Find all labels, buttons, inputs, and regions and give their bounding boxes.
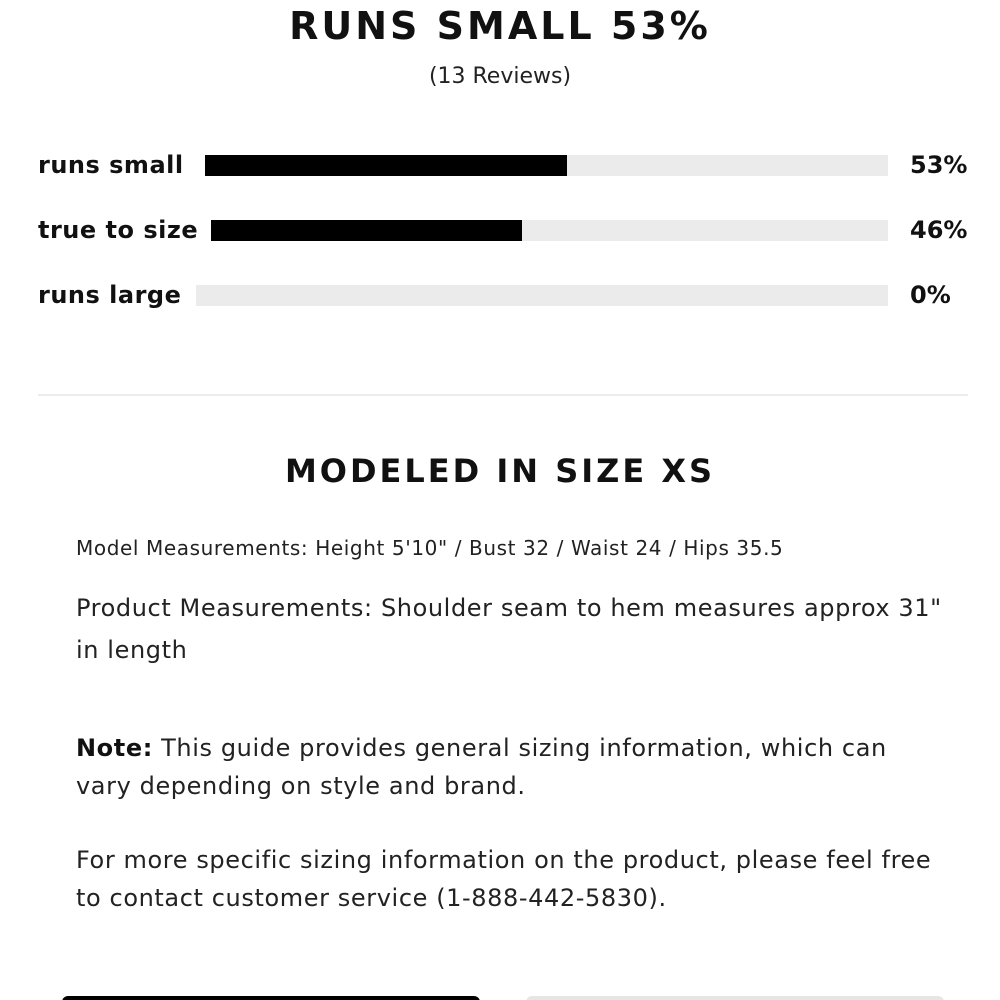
model-measurements: Model Measurements: Height 5'10" / Bust 32 / Waist 24 / Hips 35.5	[76, 536, 784, 560]
fit-row-runs-small	[38, 150, 968, 180]
review-count: (13 Reviews)	[428, 64, 572, 89]
product-measurements: Product Measurements: Shoulder seam to hem measures approx 31" in length	[76, 594, 942, 664]
fit-bar-track	[205, 155, 888, 176]
fit-bar-track	[196, 285, 888, 306]
primary-action-button[interactable]	[62, 996, 480, 1000]
fit-row-percent: 53%	[910, 151, 968, 179]
fit-row-label: runs small	[38, 151, 184, 179]
fit-row-true-to-size	[38, 215, 968, 245]
fit-bar-fill	[211, 220, 522, 241]
fit-row-runs-large	[38, 280, 968, 310]
note-label: Note:	[76, 734, 153, 762]
sizing-note	[76, 729, 946, 805]
fit-summary-title: RUNS SMALL 53%	[289, 4, 711, 48]
fit-bar-fill	[205, 155, 567, 176]
section-divider	[38, 394, 968, 396]
contact-info: For more specific sizing information on the product, please feel free to contact customer service (1-888-442-5830).	[76, 846, 932, 912]
secondary-action-button[interactable]	[526, 996, 944, 1000]
note-text: This guide provides general sizing information, which can vary depending on style and brand.	[76, 734, 887, 800]
fit-bar-track	[211, 220, 888, 241]
fit-row-percent: 0%	[910, 281, 951, 309]
fit-row-label: true to size	[38, 216, 199, 244]
modeled-size-title: MODELED IN SIZE XS	[284, 452, 716, 490]
fit-row-percent: 46%	[910, 216, 968, 244]
fit-row-label: runs large	[38, 281, 182, 309]
